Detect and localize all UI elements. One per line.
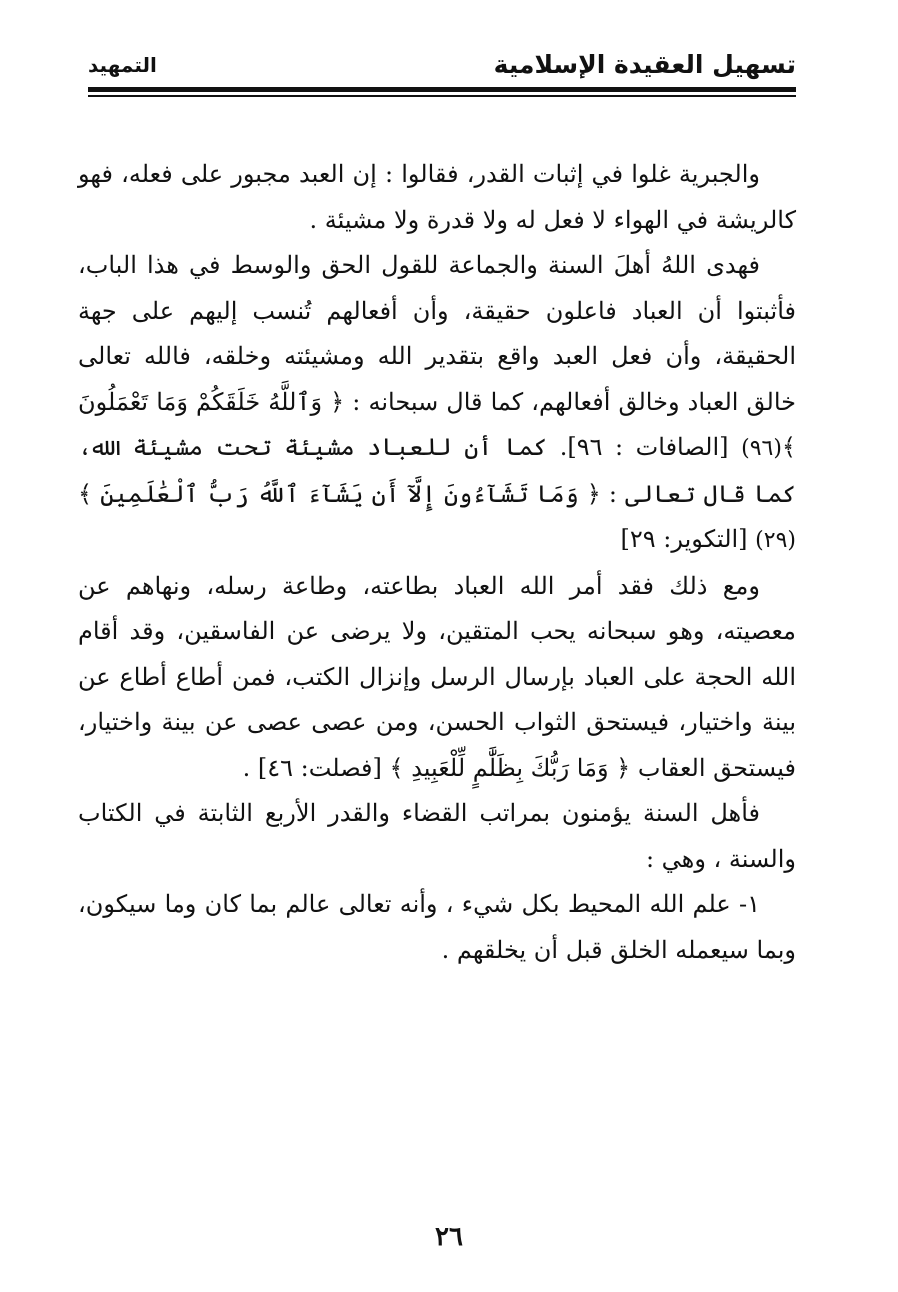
verse-reference-takwir: [التكوير: ٢٩] (620, 525, 748, 553)
list-item-knowledge: ١- علم الله المحيط بكل شيء ، وأنه تعالى عالم بما كان وما سيكون، وبما سيعمله الخلق قبل أن يخلقهم . (78, 890, 796, 964)
body-text (78, 152, 796, 973)
quran-verse-fussilat: ﴿ وَمَا رَبُّكَ بِظَلَّٰمٍ لِّلْعَبِيدِ ﴾ (389, 753, 631, 782)
running-header (88, 48, 796, 82)
ayah-number-marker: (٢٩) (755, 528, 796, 553)
paragraph-jabriyya: والجبرية غلوا في إثبات القدر، فقالوا : إن العبد مجبور على فعله، فهو كالريشة في الهواء لا فعل له ولا قدرة ولا مشيئة . (78, 160, 796, 234)
chapter-title: التمهيد (88, 53, 157, 77)
verse-reference-fussilat: [فصلت: ٤٦] . (242, 753, 382, 782)
header-rule-thin (88, 95, 796, 97)
page-number: ٢٦ (435, 1222, 463, 1252)
quran-verse-saffat: ﴿ وَٱللَّهُ خَلَقَكُمْ وَمَا تَعْمَلُونَ ﴾ (78, 387, 796, 461)
paragraph-text: فهدى اللهُ أهلَ السنة والجماعة للقول الحق والوسط في هذا الباب، فأثبتوا أن العباد فاعلون حقيقة، وأن أفعالهم تُنسب إليهم على جهة الحقيقة، وأن فعل العبد واقع بتقدير الله ومشيئته وخلقه، فالله تعالى خالق العباد وخالق أفعالهم، كما قال سبحانه : (78, 251, 797, 416)
quran-verse-takwir: ﴿ وَمَا تَشَآءُونَ إِلَّآ أَن يَشَآءَ ٱللَّهُ رَبُّ ٱلْعَٰلَمِينَ ﴾ (78, 479, 601, 508)
paragraph-command-obedience (78, 564, 796, 792)
paragraph-text: ومع ذلك فقد أمر الله العباد بطاعته، وطاعة رسله، ونهاهم عن معصيته، وهو سبحانه يحب المتقين، ولا يرضى عن الفاسقين، وقد أقام الله الحجة على العباد بإرسال الرسل وإنزال الكتب، فمن أطاع أطاع عن بينة واختيار، فيستحق الثواب الحسن، ومن عصى عصى عن بينة واختيار، فيستحق العقاب (78, 571, 796, 782)
verse-reference-saffat: [الصافات : ٩٦]. (559, 433, 729, 461)
ayah-number-marker: (٩٦) (741, 436, 782, 461)
paragraph-text: كما أن للعباد مشيئة تحت مشيئة الله، كما قال تعالى : (78, 433, 796, 508)
book-title: تسهيل العقيدة الإسلامية (493, 50, 796, 79)
header-rule-thick (88, 87, 796, 92)
paragraph-levels-of-qadar: فأهل السنة يؤمنون بمراتب القضاء والقدر الأربع الثابتة في الكتاب والسنة ، وهي : (78, 799, 796, 873)
paragraph-ahl-sunnah (78, 243, 796, 564)
